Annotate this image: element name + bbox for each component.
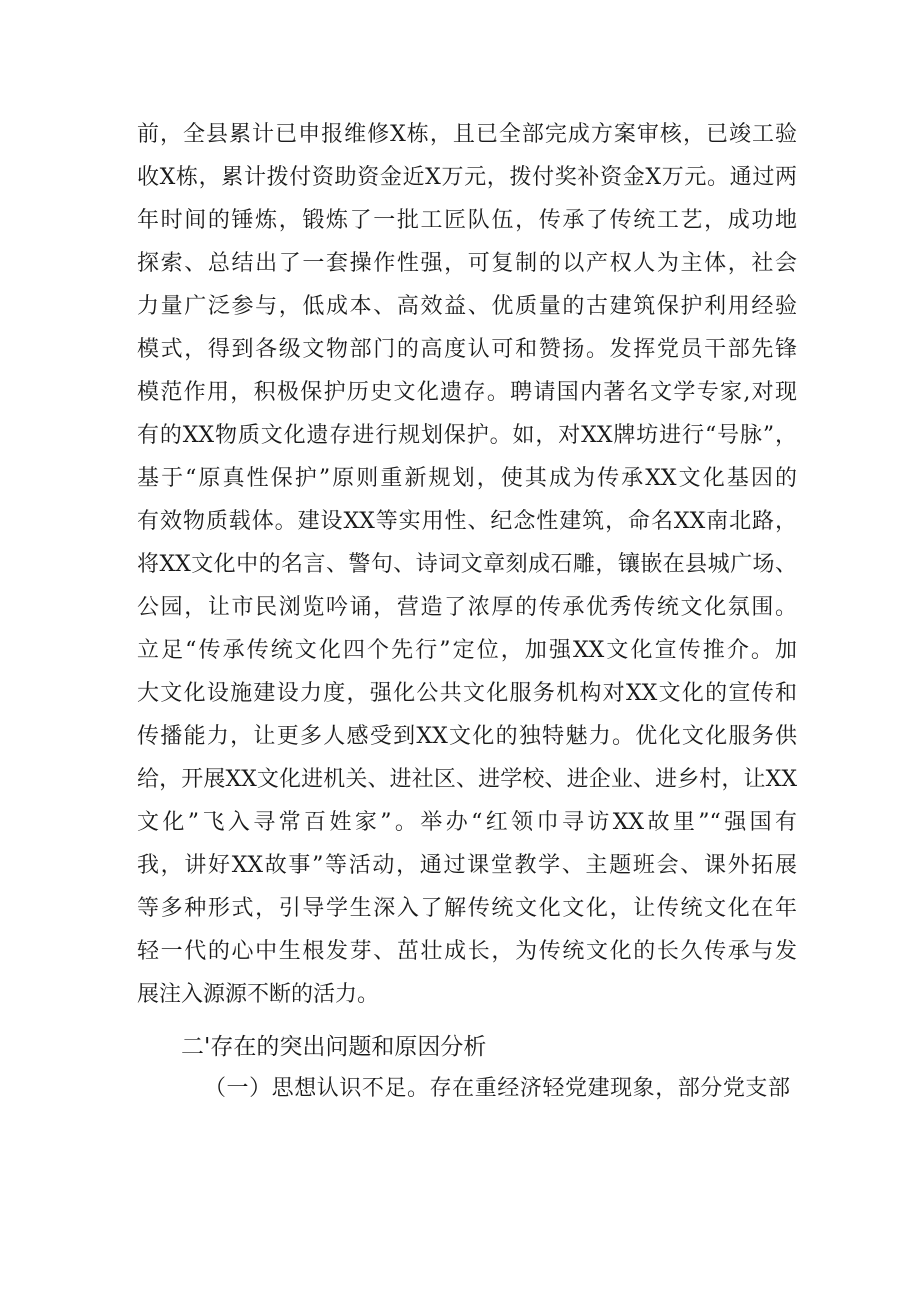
sub-paragraph-line: （一）思想认识不足。存在重经济轻党建现象，部分党支部	[204, 1076, 790, 1101]
body-paragraph	[137, 113, 797, 1016]
paragraph-line: 大文化设施建设力度，强化公共文化服务机构对XX文化的宣传和	[137, 681, 797, 706]
section-heading: 二'存在的突出问题和原因分析	[181, 1034, 487, 1060]
paragraph-line: 轻一代的心中生根发芽、茁壮成长，为传统文化的长久传承与发	[137, 939, 797, 964]
paragraph-line: 有的XX物质文化遗存进行规划保护。如，对XX牌坊进行“号脉”，	[137, 423, 797, 448]
paragraph-line: 给，开展XX文化进机关、进社区、进学校、进企业、进乡村，让XX	[137, 767, 797, 792]
paragraph-line: 等多种形式，引导学生深入了解传统文化文化，让传统文化在年	[137, 896, 797, 921]
paragraph-line: 模范作用，积极保护历史文化遗存。聘请国内著名文学专家,对现	[137, 380, 797, 405]
paragraph-line: 文化”飞入寻常百姓家”。举办“红领巾寻访XX故里”“强国有	[137, 810, 797, 835]
paragraph-line: 年时间的锤炼，锻炼了一批工匠队伍，传承了传统工艺，成功地	[137, 208, 797, 233]
paragraph-line: 将XX文化中的名言、警句、诗词文章刻成石雕，镶嵌在县城广场、	[137, 552, 797, 577]
paragraph-line: 我，讲好XX故事”等活动，通过课堂教学、主题班会、课外拓展	[137, 853, 797, 878]
paragraph-line: 传播能力，让更多人感受到XX文化的独特魅力。优化文化服务供	[137, 724, 797, 749]
paragraph-line: 公园，让市民浏览吟诵，营造了浓厚的传承优秀传统文化氛围。	[137, 595, 797, 620]
paragraph-line: 力量广泛参与，低成本、高效益、优质量的古建筑保护利用经验	[137, 294, 797, 319]
paragraph-line: 前，全县累计已申报维修X栋，且已全部完成方案审核，已竣工验	[137, 122, 797, 147]
paragraph-line-last: 展注入源源不断的活力。	[137, 982, 380, 1007]
paragraph-line: 模式，得到各级文物部门的高度认可和赞扬。发挥党员干部先锋	[137, 337, 797, 362]
paragraph-line: 有效物质载体。建设XX等实用性、纪念性建筑，命名XX南北路，	[137, 509, 797, 534]
paragraph-line: 收X栋，累计拨付资助资金近X万元，拨付奖补资金X万元。通过两	[137, 165, 797, 190]
paragraph-line: 基于“原真性保护”原则重新规划，使其成为传承XX文化基因的	[137, 466, 797, 491]
paragraph-line: 探索、总结出了一套操作性强，可复制的以产权人为主体，社会	[137, 251, 797, 276]
paragraph-line: 立足“传承传统文化四个先行”定位，加强XX文化宣传推介。加	[137, 638, 797, 663]
